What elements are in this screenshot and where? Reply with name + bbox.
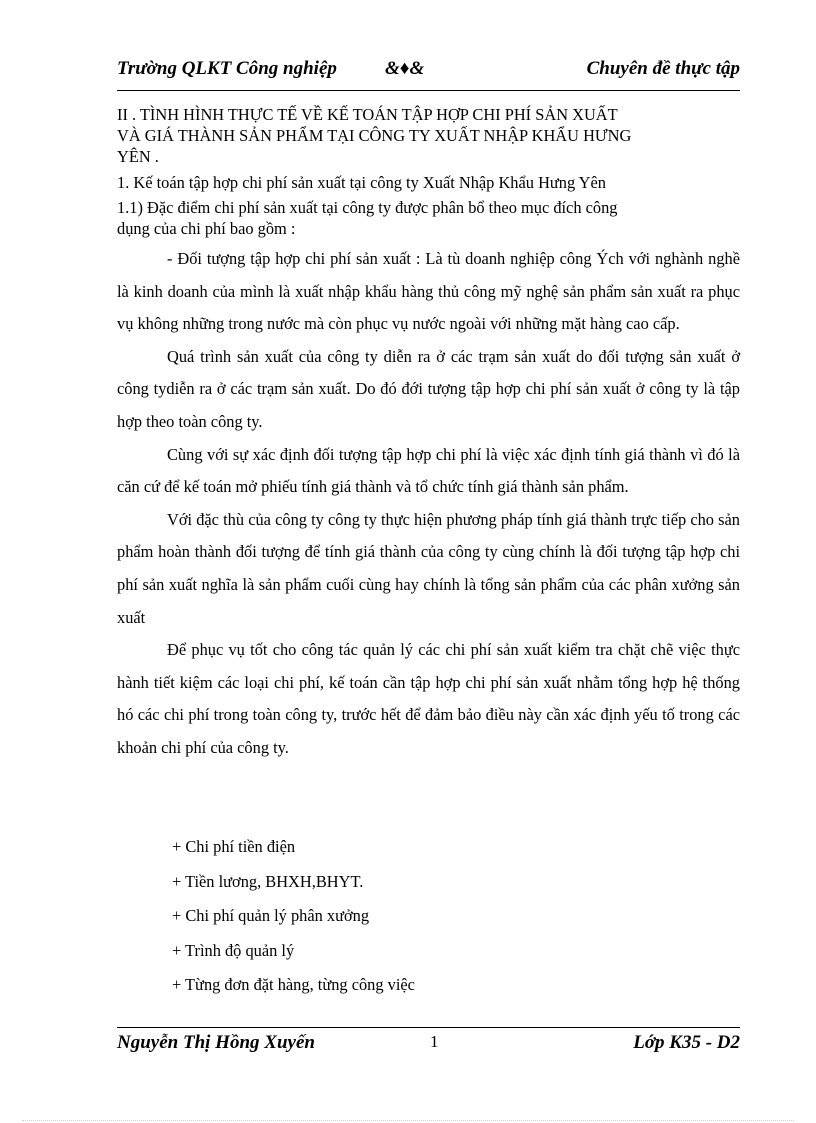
- section-title-line: YÊN .: [117, 147, 159, 166]
- paragraph: - Đối tượng tập hợp chi phí sản xuất : Là tù doanh nghiệp công Ých với nghành nghề là kinh doanh của mình là xuất nhập khẩu hàng thủ công mỹ nghệ sản phẩm sản xuất ra phục vụ không những trong nước mà còn phục vụ nước ngoài với những mặt hàng cao cấp.: [117, 249, 740, 334]
- header-rule: [117, 90, 740, 91]
- subsection-1-1: [117, 197, 740, 239]
- page-number: 1: [430, 1032, 439, 1051]
- subsection-1-1-line: dụng của chi phí bao gồm :: [117, 219, 296, 238]
- header-doc-type: Chuyên đề thực tập: [586, 58, 740, 79]
- footer-class: Lớp K35 - D2: [633, 1032, 740, 1053]
- section-title-line: II . TÌNH HÌNH THỰC TẾ VỀ KẾ TOÁN TẬP HỢP CHI PHÍ SẢN XUẤT: [117, 105, 618, 124]
- header-ornament: &♦&: [385, 58, 425, 79]
- list-item: + Chi phí tiền điện: [172, 837, 296, 856]
- header-school: Trường QLKT Công nghiệp: [117, 58, 337, 79]
- section-title-line: VÀ GIÁ THÀNH SẢN PHẨM TẠI CÔNG TY XUẤT NHẬP KHẨU HƯNG: [117, 126, 632, 145]
- subsection-1-line: 1. Kế toán tập hợp chi phí sản xuất tại công ty Xuất Nhập Khẩu Hưng Yên: [117, 173, 606, 192]
- footer-author: Nguyễn Thị Hồng Xuyến: [117, 1032, 315, 1053]
- section-title: [117, 104, 740, 167]
- footer-rule: [117, 1027, 740, 1028]
- page-footer: [117, 1032, 740, 1058]
- paragraph: Với đặc thù của công ty công ty thực hiện phương pháp tính giá thành trực tiếp cho sản phẩm hoàn thành đối tượng để tính giá thành của công ty cùng chính là đối tượng tập hợp chi phí sản xuất nghĩa là sản phẩm cuối cùng hay chính là tổng sản phẩm của các phân xưởng sản xuất: [117, 509, 740, 627]
- list-item: + Chi phí quản lý phân xưởng: [172, 906, 370, 925]
- page-header: [117, 58, 740, 84]
- page-edge-divider: [22, 1120, 794, 1121]
- list-item: + Tiền lương, BHXH,BHYT.: [172, 871, 364, 891]
- list-item: + Trình độ quản lý: [172, 940, 295, 960]
- paragraph: Cùng với sự xác định đối tượng tập hợp chi phí là việc xác định tính giá thành vì đó là căn cứ để kế toán mở phiếu tính giá thành và tổ chức tính giá thành sản phẩm.: [117, 444, 740, 497]
- subsection-1-1-line: 1.1) Đặc điểm chi phí sản xuất tại công ty được phân bổ theo mục đích công: [117, 198, 618, 217]
- subsection-heading: [117, 172, 740, 193]
- list-item: + Từng đơn đặt hàng, từng công việc: [172, 975, 415, 994]
- paragraph: Quá trình sản xuất của công ty diễn ra ở các trạm sản xuất do đối tượng sản xuất ở công tydiễn ra ở các trạm sản xuất. Do đó đới tượng tập hợp chi phí sản xuất ở công ty là tập hợp theo toàn công ty.: [117, 346, 740, 431]
- bullet-list: [172, 835, 415, 1008]
- body-text: [117, 243, 740, 765]
- paragraph: Để phục vụ tốt cho công tác quản lý các chi phí sản xuất kiểm tra chặt chẽ việc thực hành tiết kiệm các loại chi phí, kế toán cần tập hợp chi phí sản xuất nhằm tổng hợp hệ thống hó các chi phí trong toàn công ty, trước hết để đảm bảo điều này cần xác định yếu tố trong các khoản chi phí của công ty.: [117, 640, 740, 757]
